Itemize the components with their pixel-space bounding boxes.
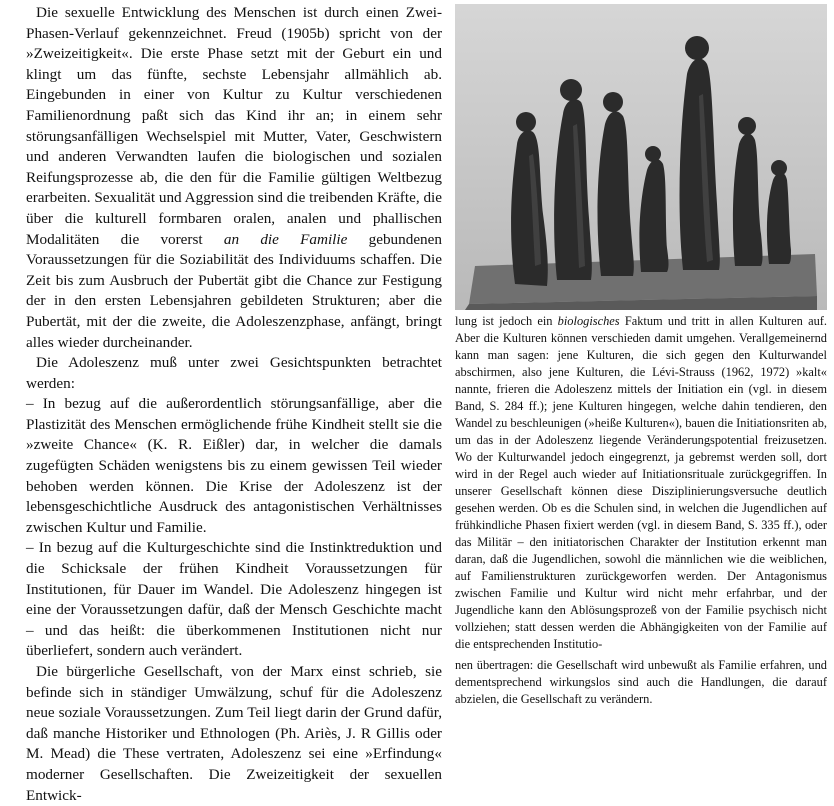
- left-column: [26, 3, 442, 806]
- emphasis-biological: biologisches: [557, 314, 620, 328]
- list-item-cultural-history: – In bezug auf die Kulturgeschichte sind die Instinktreduktion und die Schicksale der frühen Kindheit Voraussetzungen für Institutionen, für Dauer im Wandel. Die Adoleszenz hingegen ist eine der Voraussetzungen dafür, daß der Mensch Geschichte macht – und das heißt: die überkommenen Institutionen nicht nur überliefert, sondern auch verändert.: [26, 539, 442, 660]
- paragraph-sexual-development: Die sexuelle Entwicklung des Menschen ist durch einen Zwei-Phasen-Verlauf gekennzeichnet. Freud (1905b) spricht von der »Zweizeitigkeit«. Die erste Phase setzt mit der Geburt ein und klingt um das fünfte, sechste Lebensjahr allmählich ab. Eingebunden in einer von Kultur zu Kultur verschiedenen Familienordnung paßt sich das Kind ihr an; in einem sehr störungsanfälligen Wechselspiel mit Mutter, Vater, Geschwistern und anderen Verwandten laufen die biologischen und sozialen Reifungsprozesse ab, die den für die Familie gültigen Weltbezug erarbeiten. Sexualität und Aggression sind die treibenden Kräfte, die über die kulturell formbaren oralen, analen und phallischen Modalitäten die vorerst an die Familie gebundenen Voraussetzungen für die Soziabilität des Individuums schaffen. Die Zeit bis zum Ausbruch der Pubertät gibt die Chance zur Festigung der in den ersten Lebensjahren gebildeten Strukturen; aber die Pubertät, mit der die zweite, die Adoleszenzphase, anfängt, bringt alles wieder durcheinander.: [26, 4, 442, 351]
- right-column: [455, 313, 827, 708]
- paragraph-biological-fact: lung ist jedoch ein biologisches Faktum und tritt in allen Kulturen auf. Aber die Kulturen können verschieden damit umgehen. Verallgemeinernd kann man sagen: jene Kulturen, die sich gegen den Kulturwandel abschirmen, also jene Kulturen, die Lévi-Strauss (1962, 1972) »kalt« nannte, frieren die Adoleszenz mittels der Initiation ein (vgl. in diesem Band, S. 284 ff.); jene Kulturen hingegen, welche dahin tendieren, den Wandel zu beschleunigen (»heiße Kulturen«), bauen die Initiationsriten ab, um das in der Adoleszenz liegende Veränderungspotential freizusetzen. Wo der Kulturwandel jedoch eingegrenzt, ja gebremst werden soll, dort wird in der Regel auch wieder auf Initiationsrituale zurückgegriffen. In unserer Gesellschaft können diese Disziplinierungsversuche deutlich gesehen werden. Ob es die Schulen sind, in welchen die Jugendlichen auf frühkindliche Phasen fixiert werden (vgl. in diesem Band, S. 335 ff.), oder das Militär – den initiatorischen Charakter der Institution erkennt man daran, daß die Jugendlichen, sowohl die männlichen wie die weiblichen, auf Familienstrukturen zurückgeworfen werden. Der Antagonismus zwischen Familie und Kultur wird nicht mehr erfahrbar, und der Jugendliche kann den Ablösungsprozeß von der Familie psychisch nicht vollziehen; statt dessen werden die Abhängigkeiten von der Familie auf die entsprechenden Institutio-: [455, 314, 827, 651]
- emphasis-family: an die Familie: [223, 230, 348, 248]
- paragraph-bourgeois-society: Die bürgerliche Gesellschaft, von der Marx einst schrieb, sie befinde sich in ständiger Umwälzung, schuf für die Adoleszenz neue soziale Voraussetzungen. Zum Teil liegt darin der Grund dafür, daß manche Historiker und Ethnologen (Ph. Ariès, J. R Gillis oder M. Mead) die These vertraten, Adoleszenz sei eine »Erfindung« moderner Gesellschaften. Die Zweizeitigkeit der sexuellen Entwick-: [26, 663, 442, 804]
- paragraph-two-perspectives: Die Adoleszenz muß unter zwei Gesichtspunkten betrachtet werden:: [26, 354, 442, 392]
- list-item-second-chance: – In bezug auf die außerordentlich störungsanfällige, aber die Plastizität des Menschen ermöglichende frühe Kindheit stellt sie die »zweite Chance« (K. R. Eißler) dar, in welcher die damals zugefügten Schäden wenigstens bis zu einem gewissen Teil wieder behoben werden können. Die Krise der Adoleszenz ist der lebensgeschichtliche Ausdruck des antagonistischen Verhältnisses zwischen Kultur und Familie.: [26, 395, 442, 536]
- sculpture-photo-icon: [455, 4, 827, 310]
- sculpture-photo: [455, 4, 827, 310]
- paragraph-society-as-family: nen übertragen: die Gesellschaft wird unbewußt als Familie erfahren, und dementsprechend wirkungslos sind auch die Handlungen, die darauf abzielen, die Gesellschaft zu verändern.: [455, 658, 827, 706]
